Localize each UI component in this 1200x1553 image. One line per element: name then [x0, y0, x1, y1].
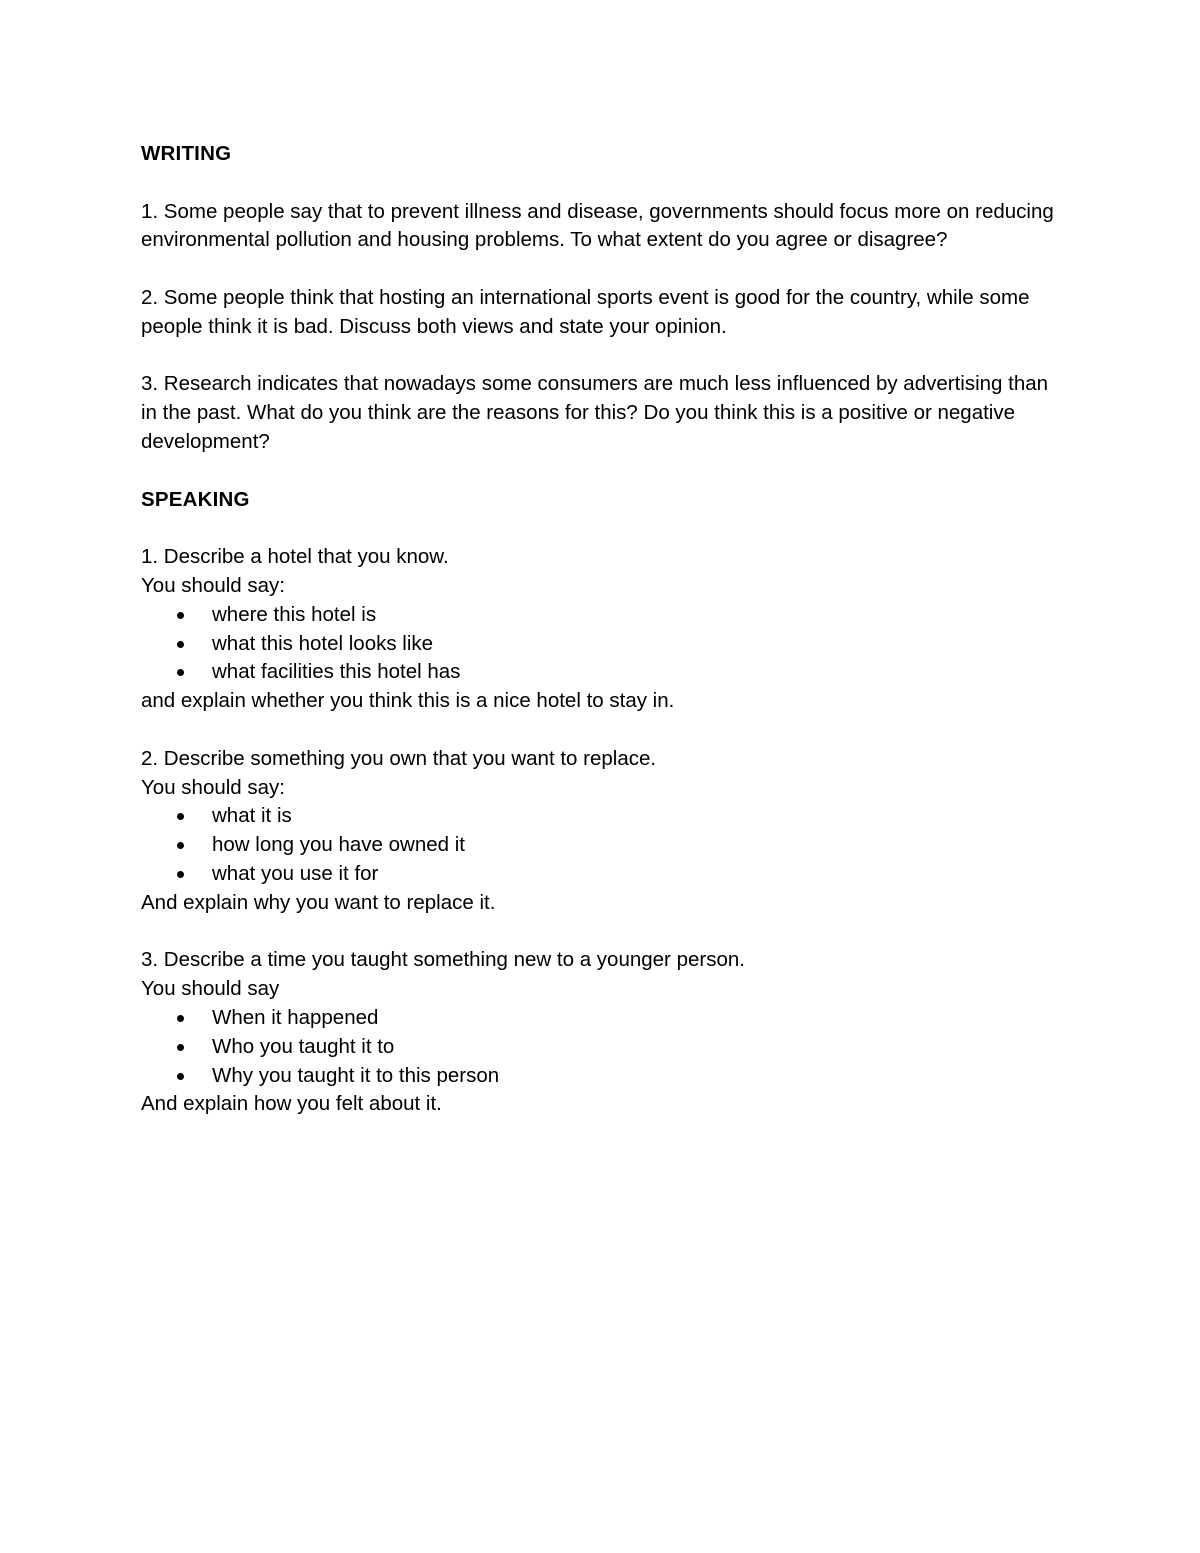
bullet-icon [177, 813, 184, 820]
spacer [141, 255, 1061, 284]
bullet-item [141, 831, 1061, 860]
bullet-item [141, 802, 1061, 831]
speaking-task-title: 3. Describe a time you taught something new to a younger person. [141, 948, 745, 972]
speaking-task-prompt: You should say: [141, 775, 285, 799]
bullet-text: When it happened [212, 1005, 379, 1029]
spacer [141, 918, 1061, 947]
writing-task-1: 1. Some people say that to prevent illness and disease, governments should focus more on reducing environmental pollution and housing problems. To what extent do you agree or disagree? [141, 199, 1054, 252]
bullet-item [141, 1004, 1061, 1033]
bullet-icon [177, 871, 184, 878]
speaking-task-title: 1. Describe a hotel that you know. [141, 545, 449, 569]
spacer [141, 514, 1061, 543]
bullet-icon [177, 612, 184, 619]
speaking-task-2 [141, 745, 1061, 918]
spacer [141, 169, 1061, 198]
bullet-text: what facilities this hotel has [212, 660, 461, 684]
bullet-item [141, 630, 1061, 659]
bullet-item [141, 601, 1061, 630]
bullet-item [141, 1062, 1061, 1091]
bullet-text: where this hotel is [212, 602, 377, 626]
bullet-text: Who you taught it to [212, 1034, 395, 1058]
writing-task-3: 3. Research indicates that nowadays some consumers are much less influenced by advertising than in the past. What do you think are the reasons for this? Do you think this is a positive or negative development? [141, 372, 1049, 453]
bullet-text: what it is [212, 804, 292, 828]
speaking-task-title: 2. Describe something you own that you want to replace. [141, 746, 657, 770]
spacer [141, 716, 1061, 745]
speaking-task-closing: And explain why you want to replace it. [141, 890, 496, 914]
bullet-icon [177, 1073, 184, 1080]
bullet-text: how long you have owned it [212, 833, 466, 857]
bullet-icon [177, 1015, 184, 1022]
spacer [141, 457, 1061, 486]
bullet-icon [177, 1044, 184, 1051]
bullet-text: what this hotel looks like [212, 631, 434, 655]
speaking-task-closing: And explain how you felt about it. [141, 1092, 442, 1116]
writing-heading: WRITING [141, 142, 232, 165]
speaking-task-bullets [141, 1004, 1061, 1090]
bullet-icon [177, 669, 184, 676]
speaking-task-1 [141, 543, 1061, 716]
bullet-text: Why you taught it to this person [212, 1063, 500, 1087]
bullet-item [141, 860, 1061, 889]
speaking-task-bullets [141, 601, 1061, 687]
bullet-icon [177, 842, 184, 849]
writing-task-2: 2. Some people think that hosting an international sports event is good for the country, while some people think it is bad. Discuss both views and state your opinion. [141, 285, 1030, 338]
document-page [141, 140, 1061, 1119]
speaking-task-prompt: You should say: [141, 573, 285, 597]
bullet-item [141, 1033, 1061, 1062]
speaking-task-prompt: You should say [141, 977, 280, 1001]
spacer [141, 342, 1061, 371]
speaking-task-closing: and explain whether you think this is a nice hotel to stay in. [141, 689, 675, 713]
bullet-icon [177, 641, 184, 648]
bullet-item [141, 658, 1061, 687]
bullet-text: what you use it for [212, 861, 379, 885]
speaking-task-bullets [141, 802, 1061, 888]
speaking-task-3 [141, 946, 1061, 1119]
speaking-heading: SPEAKING [141, 487, 250, 511]
